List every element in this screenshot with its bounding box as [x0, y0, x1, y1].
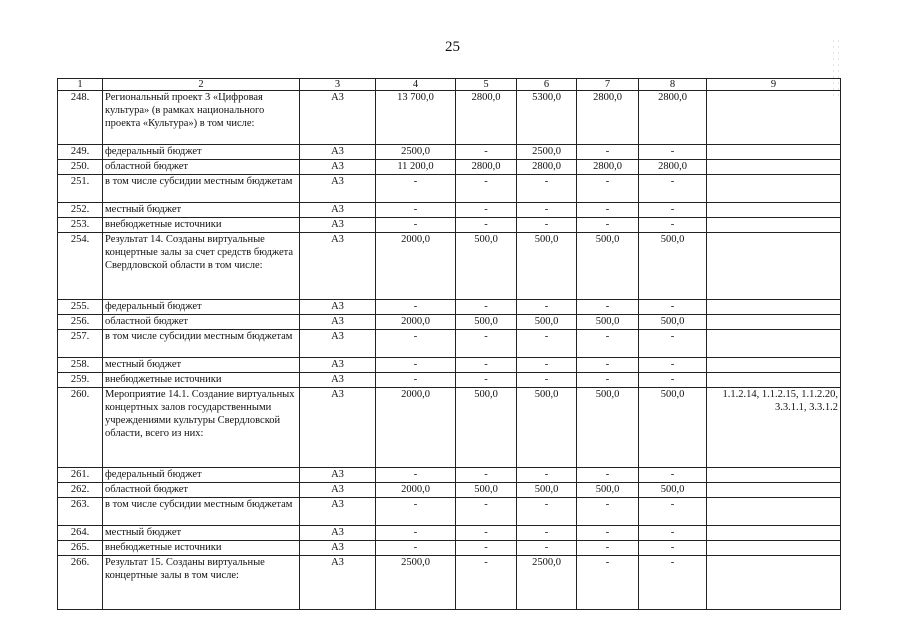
- row-name: областной бюджет: [103, 160, 300, 175]
- table-row: [58, 330, 841, 358]
- value-col-6: -: [517, 358, 577, 373]
- value-col-4: 2000,0: [376, 388, 456, 468]
- value-col-4: -: [376, 175, 456, 203]
- row-number: 265.: [58, 541, 103, 556]
- row-number: 253.: [58, 218, 103, 233]
- value-col-4: -: [376, 373, 456, 388]
- value-col-6: 2800,0: [517, 160, 577, 175]
- target-indicators: [707, 218, 841, 233]
- value-col-5: -: [456, 468, 517, 483]
- row-number: 257.: [58, 330, 103, 358]
- row-number: 262.: [58, 483, 103, 498]
- row-name: Мероприятие 14.1. Создание виртуальных концертных залов государственными учреждениями культуры Свердловской области, всего из них:: [103, 388, 300, 468]
- value-col-8: -: [639, 203, 707, 218]
- value-col-7: -: [577, 203, 639, 218]
- column-header: 2: [103, 79, 300, 91]
- row-number: 261.: [58, 468, 103, 483]
- row-name: областной бюджет: [103, 315, 300, 330]
- value-col-6: 5300,0: [517, 91, 577, 145]
- value-col-7: -: [577, 556, 639, 610]
- row-number: 255.: [58, 300, 103, 315]
- value-col-7: -: [577, 218, 639, 233]
- value-col-4: -: [376, 358, 456, 373]
- value-col-7: 500,0: [577, 233, 639, 300]
- target-indicators: [707, 541, 841, 556]
- value-col-5: -: [456, 145, 517, 160]
- value-col-4: 2000,0: [376, 483, 456, 498]
- value-col-7: 500,0: [577, 315, 639, 330]
- value-col-5: -: [456, 358, 517, 373]
- row-number: 256.: [58, 315, 103, 330]
- value-col-4: 2000,0: [376, 315, 456, 330]
- value-col-7: 2800,0: [577, 160, 639, 175]
- table-row: [58, 91, 841, 145]
- value-col-4: -: [376, 218, 456, 233]
- value-col-5: 500,0: [456, 388, 517, 468]
- value-col-8: -: [639, 358, 707, 373]
- value-col-7: -: [577, 145, 639, 160]
- value-col-6: 500,0: [517, 483, 577, 498]
- target-indicators: [707, 175, 841, 203]
- budget-code: А3: [300, 330, 376, 358]
- column-number-row: [58, 79, 841, 91]
- budget-code: А3: [300, 175, 376, 203]
- budget-code: А3: [300, 218, 376, 233]
- value-col-7: -: [577, 498, 639, 526]
- budget-code: А3: [300, 498, 376, 526]
- row-name: местный бюджет: [103, 526, 300, 541]
- value-col-6: -: [517, 373, 577, 388]
- budget-code: А3: [300, 358, 376, 373]
- value-col-8: 2800,0: [639, 91, 707, 145]
- page-number: 25: [445, 39, 460, 55]
- value-col-6: -: [517, 203, 577, 218]
- table-row: [58, 373, 841, 388]
- column-header: 9: [707, 79, 841, 91]
- value-col-4: -: [376, 330, 456, 358]
- row-name: федеральный бюджет: [103, 468, 300, 483]
- value-col-4: 2000,0: [376, 233, 456, 300]
- value-col-7: -: [577, 541, 639, 556]
- row-number: 249.: [58, 145, 103, 160]
- row-number: 254.: [58, 233, 103, 300]
- row-number: 250.: [58, 160, 103, 175]
- value-col-5: -: [456, 526, 517, 541]
- row-name: Результат 14. Созданы виртуальные концертные залы за счет средств бюджета Свердловской области в том числе:: [103, 233, 300, 300]
- value-col-5: 2800,0: [456, 160, 517, 175]
- value-col-5: -: [456, 218, 517, 233]
- value-col-5: -: [456, 498, 517, 526]
- value-col-5: -: [456, 300, 517, 315]
- row-name: в том числе субсидии местным бюджетам: [103, 175, 300, 203]
- value-col-4: 13 700,0: [376, 91, 456, 145]
- target-indicators: [707, 91, 841, 145]
- value-col-7: -: [577, 526, 639, 541]
- row-number: 260.: [58, 388, 103, 468]
- target-indicators: [707, 300, 841, 315]
- budget-code: А3: [300, 468, 376, 483]
- value-col-5: 500,0: [456, 483, 517, 498]
- value-col-5: -: [456, 330, 517, 358]
- table-row: [58, 218, 841, 233]
- column-header: 4: [376, 79, 456, 91]
- table-row: [58, 541, 841, 556]
- value-col-6: 500,0: [517, 315, 577, 330]
- budget-code: А3: [300, 91, 376, 145]
- value-col-6: -: [517, 218, 577, 233]
- row-name: федеральный бюджет: [103, 300, 300, 315]
- value-col-5: 500,0: [456, 233, 517, 300]
- column-header: 5: [456, 79, 517, 91]
- value-col-7: -: [577, 373, 639, 388]
- table-row: [58, 468, 841, 483]
- table-row: [58, 498, 841, 526]
- row-name: внебюджетные источники: [103, 373, 300, 388]
- value-col-6: -: [517, 541, 577, 556]
- target-indicators: [707, 498, 841, 526]
- value-col-5: 2800,0: [456, 91, 517, 145]
- column-header: 8: [639, 79, 707, 91]
- table-row: [58, 388, 841, 468]
- value-col-8: 500,0: [639, 315, 707, 330]
- table-row: [58, 175, 841, 203]
- row-number: 251.: [58, 175, 103, 203]
- value-col-4: -: [376, 300, 456, 315]
- target-indicators: [707, 315, 841, 330]
- column-header: 3: [300, 79, 376, 91]
- budget-code: А3: [300, 233, 376, 300]
- value-col-6: -: [517, 498, 577, 526]
- value-col-7: -: [577, 358, 639, 373]
- row-name: Региональный проект 3 «Цифровая культура» (в рамках национального проекта «Культура») в том числе:: [103, 91, 300, 145]
- value-col-8: -: [639, 373, 707, 388]
- value-col-4: -: [376, 541, 456, 556]
- table-row: [58, 203, 841, 218]
- value-col-6: -: [517, 300, 577, 315]
- budget-code: А3: [300, 483, 376, 498]
- row-name: внебюджетные источники: [103, 541, 300, 556]
- budget-code: А3: [300, 203, 376, 218]
- value-col-7: -: [577, 300, 639, 315]
- row-name: в том числе субсидии местным бюджетам: [103, 330, 300, 358]
- value-col-4: 11 200,0: [376, 160, 456, 175]
- row-number: 264.: [58, 526, 103, 541]
- value-col-5: -: [456, 203, 517, 218]
- row-number: 248.: [58, 91, 103, 145]
- value-col-4: -: [376, 203, 456, 218]
- value-col-8: -: [639, 218, 707, 233]
- value-col-5: -: [456, 556, 517, 610]
- value-col-8: -: [639, 526, 707, 541]
- row-name: местный бюджет: [103, 203, 300, 218]
- table-row: [58, 233, 841, 300]
- value-col-8: -: [639, 541, 707, 556]
- row-name: в том числе субсидии местным бюджетам: [103, 498, 300, 526]
- value-col-8: 500,0: [639, 483, 707, 498]
- target-indicators: 1.1.2.14, 1.1.2.15, 1.1.2.20, 3.3.1.1, 3.3.1.2: [707, 388, 841, 468]
- budget-code: А3: [300, 300, 376, 315]
- table-row: [58, 315, 841, 330]
- table-row: [58, 483, 841, 498]
- target-indicators: [707, 203, 841, 218]
- budget-code: А3: [300, 373, 376, 388]
- budget-code: А3: [300, 556, 376, 610]
- value-col-8: -: [639, 330, 707, 358]
- target-indicators: [707, 145, 841, 160]
- table-row: [58, 526, 841, 541]
- row-number: 263.: [58, 498, 103, 526]
- row-number: 266.: [58, 556, 103, 610]
- target-indicators: [707, 483, 841, 498]
- target-indicators: [707, 373, 841, 388]
- target-indicators: [707, 160, 841, 175]
- value-col-6: -: [517, 175, 577, 203]
- table-row: [58, 556, 841, 610]
- value-col-6: 2500,0: [517, 145, 577, 160]
- budget-code: А3: [300, 160, 376, 175]
- value-col-5: -: [456, 175, 517, 203]
- row-name: внебюджетные источники: [103, 218, 300, 233]
- value-col-8: -: [639, 498, 707, 526]
- value-col-4: 2500,0: [376, 145, 456, 160]
- value-col-8: 500,0: [639, 233, 707, 300]
- row-name: местный бюджет: [103, 358, 300, 373]
- row-name: областной бюджет: [103, 483, 300, 498]
- target-indicators: [707, 358, 841, 373]
- value-col-8: -: [639, 300, 707, 315]
- value-col-7: -: [577, 175, 639, 203]
- value-col-8: 500,0: [639, 388, 707, 468]
- value-col-5: -: [456, 541, 517, 556]
- value-col-5: -: [456, 373, 517, 388]
- table-row: [58, 358, 841, 373]
- budget-code: А3: [300, 388, 376, 468]
- value-col-7: 2800,0: [577, 91, 639, 145]
- value-col-5: 500,0: [456, 315, 517, 330]
- value-col-4: -: [376, 526, 456, 541]
- table-row: [58, 145, 841, 160]
- column-header: 1: [58, 79, 103, 91]
- value-col-4: -: [376, 468, 456, 483]
- value-col-8: -: [639, 468, 707, 483]
- budget-table: [57, 78, 841, 610]
- target-indicators: [707, 526, 841, 541]
- value-col-8: -: [639, 175, 707, 203]
- value-col-4: 2500,0: [376, 556, 456, 610]
- row-name: федеральный бюджет: [103, 145, 300, 160]
- value-col-6: -: [517, 468, 577, 483]
- value-col-8: -: [639, 556, 707, 610]
- table-row: [58, 160, 841, 175]
- row-number: 252.: [58, 203, 103, 218]
- value-col-6: 500,0: [517, 388, 577, 468]
- value-col-7: -: [577, 330, 639, 358]
- value-col-6: 2500,0: [517, 556, 577, 610]
- row-number: 259.: [58, 373, 103, 388]
- row-name: Результат 15. Созданы виртуальные концертные залы в том числе:: [103, 556, 300, 610]
- target-indicators: [707, 330, 841, 358]
- column-header: 7: [577, 79, 639, 91]
- value-col-4: -: [376, 498, 456, 526]
- budget-code: А3: [300, 541, 376, 556]
- value-col-6: -: [517, 526, 577, 541]
- value-col-8: 2800,0: [639, 160, 707, 175]
- value-col-6: -: [517, 330, 577, 358]
- budget-code: А3: [300, 526, 376, 541]
- budget-code: А3: [300, 145, 376, 160]
- column-header: 6: [517, 79, 577, 91]
- target-indicators: [707, 233, 841, 300]
- target-indicators: [707, 468, 841, 483]
- value-col-8: -: [639, 145, 707, 160]
- row-number: 258.: [58, 358, 103, 373]
- table-row: [58, 300, 841, 315]
- value-col-7: 500,0: [577, 388, 639, 468]
- budget-code: А3: [300, 315, 376, 330]
- target-indicators: [707, 556, 841, 610]
- value-col-7: -: [577, 468, 639, 483]
- value-col-6: 500,0: [517, 233, 577, 300]
- value-col-7: 500,0: [577, 483, 639, 498]
